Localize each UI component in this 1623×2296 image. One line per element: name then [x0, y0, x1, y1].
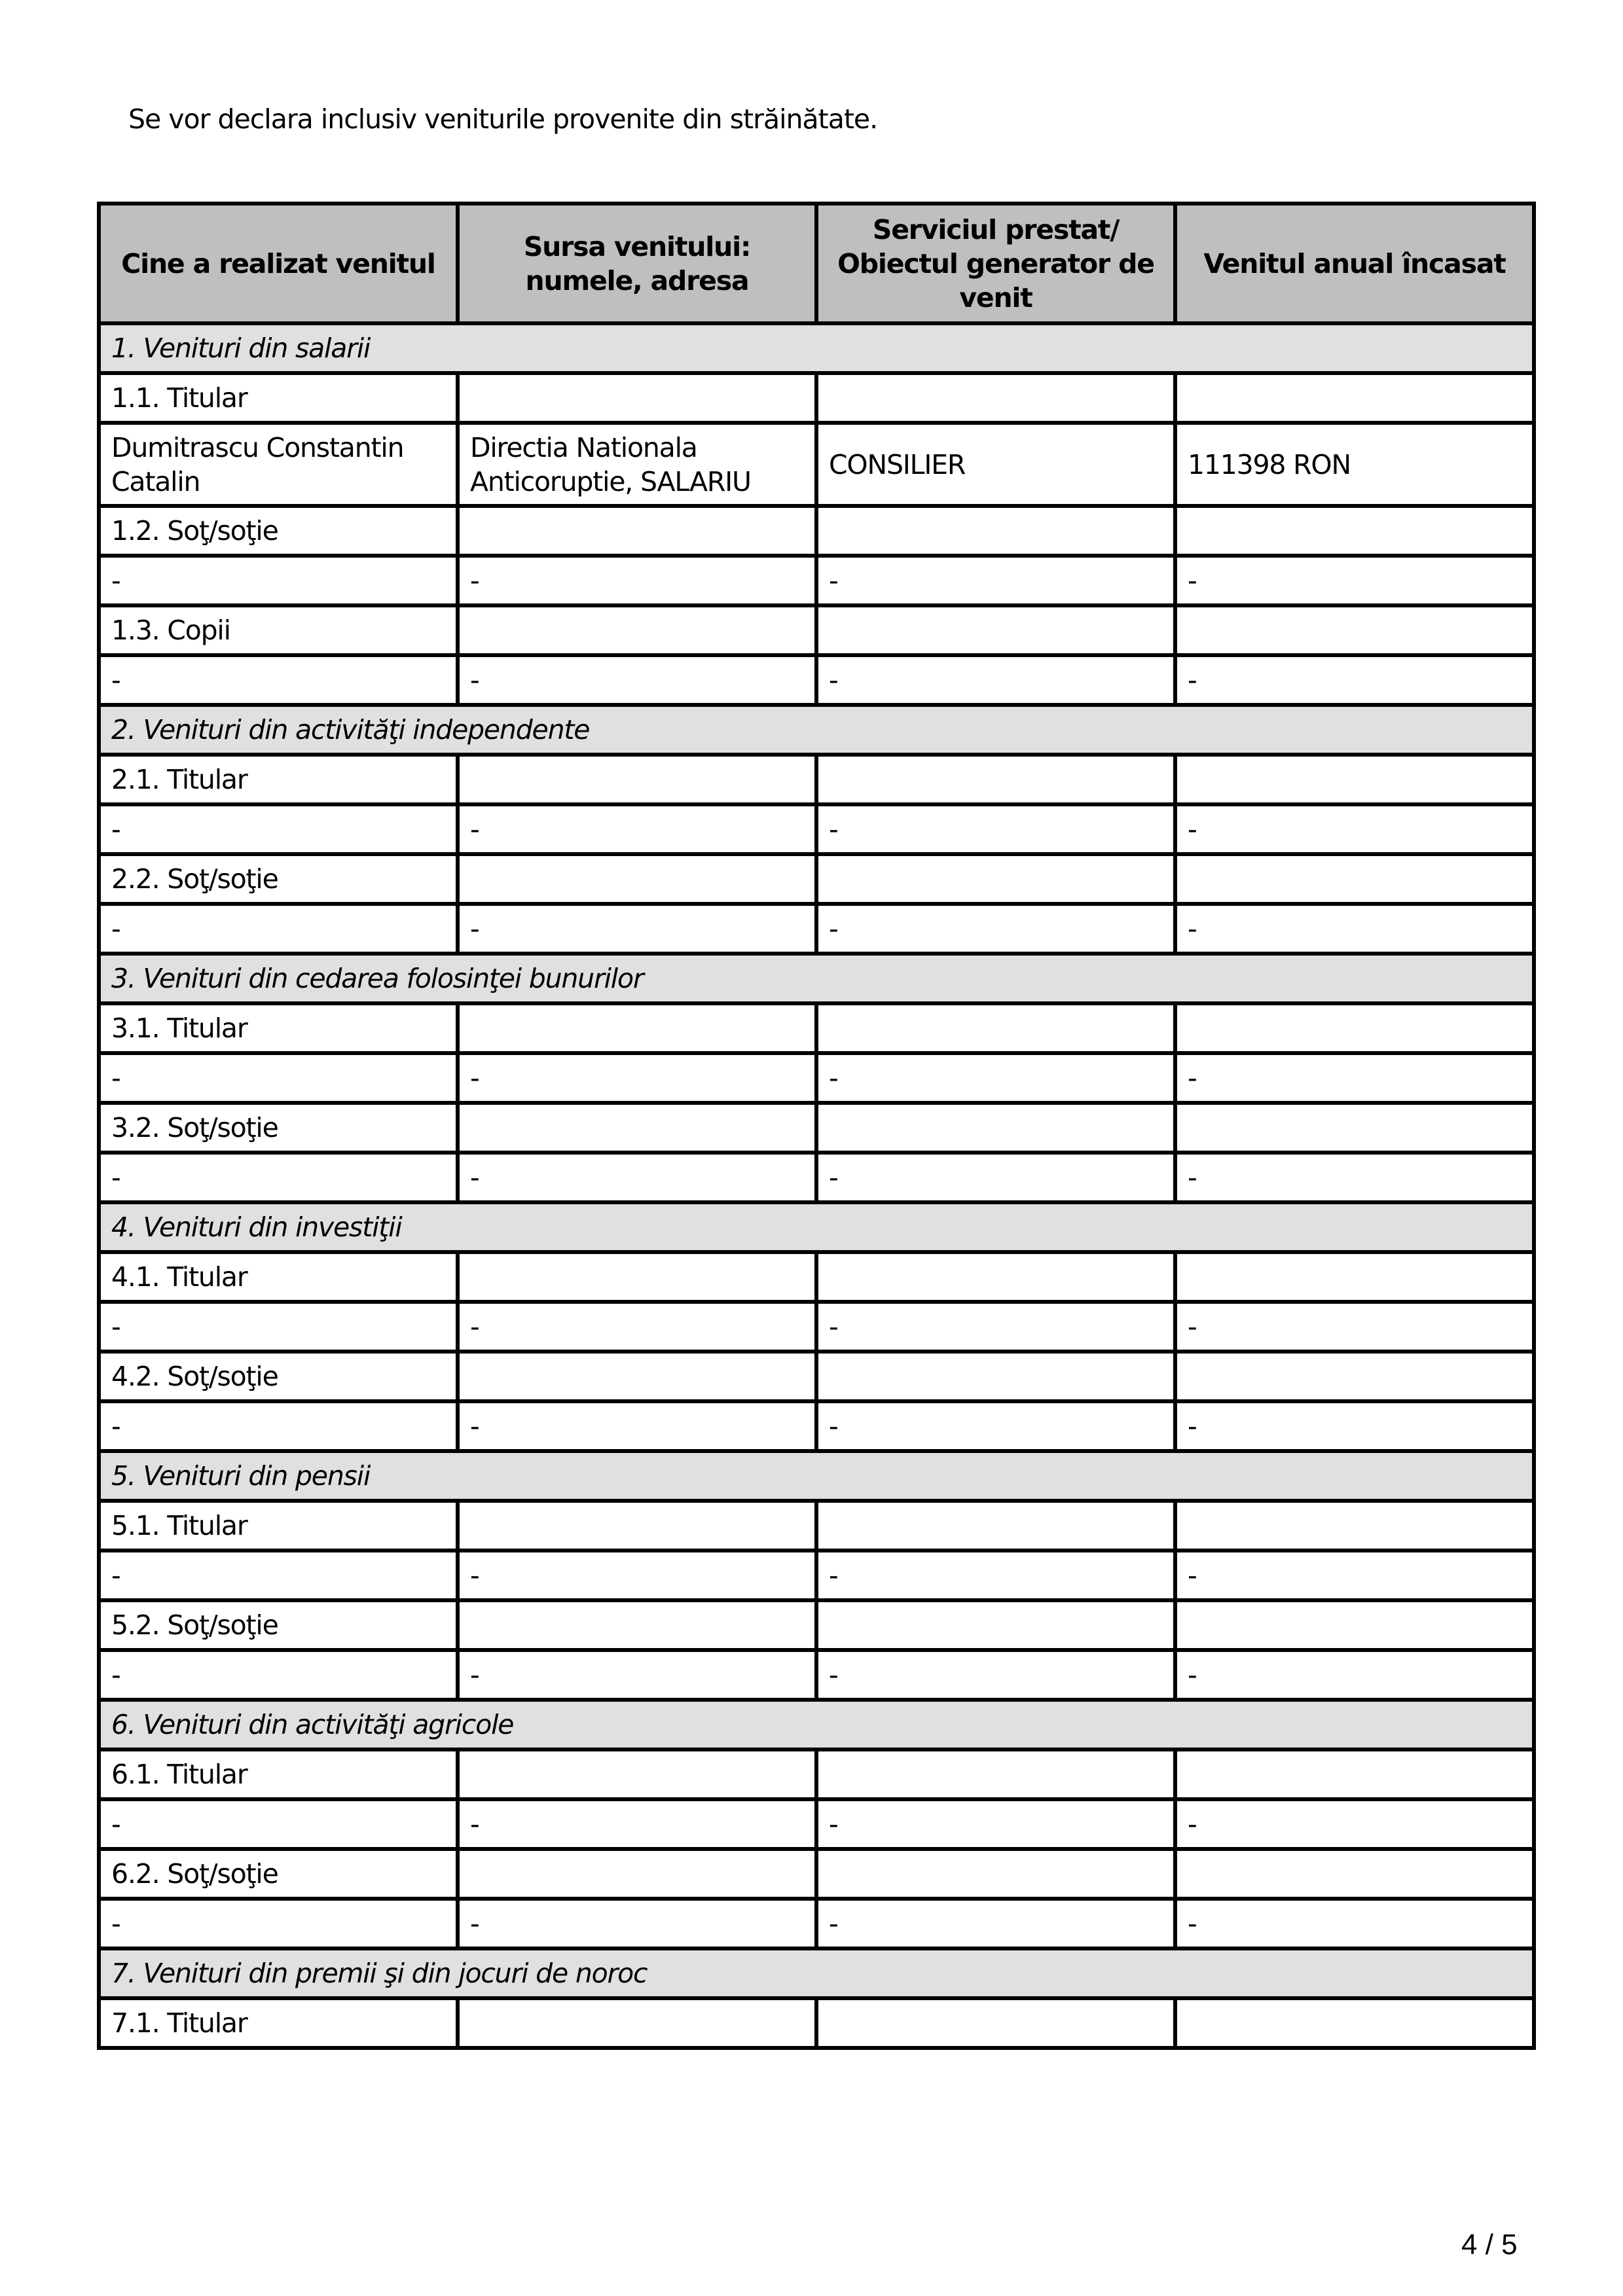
- cell-serviciul: [816, 605, 1175, 655]
- cell-cine: 1.1. Titular: [99, 373, 458, 423]
- cell-sursa: [458, 854, 816, 904]
- cell-venitul: -: [1175, 1302, 1534, 1352]
- table-row: [99, 1849, 1534, 1899]
- cell-serviciul: -: [816, 1053, 1175, 1103]
- cell-sursa: [458, 1003, 816, 1053]
- cell-cine: 2.1. Titular: [99, 755, 458, 804]
- section-row: [99, 323, 1534, 373]
- cell-sursa: [458, 1998, 816, 2048]
- cell-cine: 7.1. Titular: [99, 1998, 458, 2048]
- cell-serviciul: [816, 1600, 1175, 1650]
- cell-sursa: [458, 605, 816, 655]
- section-row: [99, 954, 1534, 1003]
- section-title: 3. Venituri din cedarea folosinţei bunurilor: [99, 954, 1534, 1003]
- cell-cine: 5.2. Soţ/soţie: [99, 1600, 458, 1650]
- cell-serviciul: -: [816, 1899, 1175, 1948]
- cell-sursa: -: [458, 1650, 816, 1700]
- cell-sursa: [458, 755, 816, 804]
- table-row: [99, 506, 1534, 556]
- cell-venitul: [1175, 1252, 1534, 1302]
- cell-cine: -: [99, 1153, 458, 1202]
- cell-sursa: [458, 1352, 816, 1401]
- cell-venitul: -: [1175, 804, 1534, 854]
- header-sursa: Sursa venitului: numele, adresa: [458, 204, 816, 323]
- table-row: [99, 1650, 1534, 1700]
- cell-sursa: [458, 1749, 816, 1799]
- cell-serviciul: -: [816, 804, 1175, 854]
- header-serviciul: Serviciul prestat/ Obiectul generator de venit: [816, 204, 1175, 323]
- cell-sursa: -: [458, 1401, 816, 1451]
- table-row: [99, 1352, 1534, 1401]
- table-row: [99, 1998, 1534, 2048]
- cell-sursa: -: [458, 655, 816, 705]
- cell-serviciul: -: [816, 904, 1175, 954]
- cell-venitul: [1175, 1352, 1534, 1401]
- cell-sursa: -: [458, 904, 816, 954]
- table-row: [99, 1401, 1534, 1451]
- table-row: [99, 1749, 1534, 1799]
- cell-cine: -: [99, 556, 458, 605]
- cell-sursa: -: [458, 1053, 816, 1103]
- cell-cine: 1.3. Copii: [99, 605, 458, 655]
- cell-cine: 2.2. Soţ/soţie: [99, 854, 458, 904]
- cell-cine: -: [99, 1302, 458, 1352]
- section-row: [99, 1948, 1534, 1998]
- table-row: [99, 904, 1534, 954]
- header-cine: Cine a realizat venitul: [99, 204, 458, 323]
- cell-venitul: [1175, 755, 1534, 804]
- cell-serviciul: -: [816, 556, 1175, 605]
- cell-venitul: [1175, 1849, 1534, 1899]
- table-row: [99, 423, 1534, 506]
- section-title: 6. Venituri din activităţi agricole: [99, 1700, 1534, 1749]
- cell-serviciul: [816, 1998, 1175, 2048]
- cell-cine: -: [99, 1799, 458, 1849]
- cell-venitul: [1175, 506, 1534, 556]
- page-number: 4 / 5: [1461, 2229, 1518, 2261]
- cell-serviciul: [816, 1003, 1175, 1053]
- cell-serviciul: -: [816, 655, 1175, 705]
- table-row: [99, 556, 1534, 605]
- cell-venitul: [1175, 1600, 1534, 1650]
- cell-serviciul: [816, 1103, 1175, 1153]
- table-row: [99, 1899, 1534, 1948]
- table-row: [99, 1302, 1534, 1352]
- cell-venitul: [1175, 1003, 1534, 1053]
- cell-serviciul: [816, 854, 1175, 904]
- cell-serviciul: -: [816, 1551, 1175, 1600]
- table-row: [99, 1799, 1534, 1849]
- section-title: 2. Venituri din activităţi independente: [99, 705, 1534, 755]
- intro-note: Se vor declara inclusiv veniturile provenite din străinătate.: [128, 103, 878, 135]
- cell-cine: 4.1. Titular: [99, 1252, 458, 1302]
- cell-sursa: -: [458, 556, 816, 605]
- cell-venitul: -: [1175, 1401, 1534, 1451]
- section-title: 7. Venituri din premii şi din jocuri de noroc: [99, 1948, 1534, 1998]
- cell-venitul: [1175, 373, 1534, 423]
- cell-venitul: 111398 RON: [1175, 423, 1534, 506]
- table-row: [99, 804, 1534, 854]
- cell-sursa: -: [458, 1551, 816, 1600]
- cell-cine: -: [99, 1401, 458, 1451]
- cell-serviciul: -: [816, 1799, 1175, 1849]
- cell-cine: -: [99, 1899, 458, 1948]
- section-title: 5. Venituri din pensii: [99, 1451, 1534, 1501]
- cell-venitul: -: [1175, 1551, 1534, 1600]
- section-row: [99, 1451, 1534, 1501]
- table-row: [99, 1551, 1534, 1600]
- table-row: [99, 1103, 1534, 1153]
- table-header-row: [99, 204, 1534, 323]
- cell-serviciul: -: [816, 1650, 1175, 1700]
- cell-venitul: -: [1175, 1899, 1534, 1948]
- table-body: [99, 323, 1534, 2048]
- cell-venitul: -: [1175, 904, 1534, 954]
- section-row: [99, 705, 1534, 755]
- cell-cine: 3.1. Titular: [99, 1003, 458, 1053]
- cell-cine: 6.1. Titular: [99, 1749, 458, 1799]
- cell-sursa: -: [458, 1153, 816, 1202]
- section-title: 4. Venituri din investiţii: [99, 1202, 1534, 1252]
- cell-sursa: [458, 1103, 816, 1153]
- header-venitul: Venitul anual încasat: [1175, 204, 1534, 323]
- table-row: [99, 1252, 1534, 1302]
- cell-venitul: -: [1175, 1053, 1534, 1103]
- cell-serviciul: [816, 1749, 1175, 1799]
- cell-serviciul: [816, 1252, 1175, 1302]
- cell-cine: 1.2. Soţ/soţie: [99, 506, 458, 556]
- cell-sursa: [458, 373, 816, 423]
- table-row: [99, 1501, 1534, 1551]
- cell-serviciul: -: [816, 1302, 1175, 1352]
- cell-sursa: [458, 1849, 816, 1899]
- table-row: [99, 655, 1534, 705]
- table-row: [99, 755, 1534, 804]
- cell-venitul: -: [1175, 1799, 1534, 1849]
- cell-sursa: -: [458, 1302, 816, 1352]
- cell-venitul: [1175, 1749, 1534, 1799]
- cell-cine: -: [99, 804, 458, 854]
- cell-serviciul: [816, 1352, 1175, 1401]
- cell-sursa: -: [458, 1799, 816, 1849]
- table-row: [99, 1600, 1534, 1650]
- cell-serviciul: [816, 1849, 1175, 1899]
- cell-sursa: Directia Nationala Anticoruptie, SALARIU: [458, 423, 816, 506]
- cell-sursa: [458, 1252, 816, 1302]
- cell-sursa: -: [458, 804, 816, 854]
- cell-venitul: -: [1175, 556, 1534, 605]
- cell-sursa: [458, 1600, 816, 1650]
- cell-venitul: -: [1175, 1650, 1534, 1700]
- cell-cine: -: [99, 1053, 458, 1103]
- cell-cine: -: [99, 655, 458, 705]
- section-row: [99, 1202, 1534, 1252]
- table-row: [99, 1153, 1534, 1202]
- cell-cine: 4.2. Soţ/soţie: [99, 1352, 458, 1401]
- cell-cine: 3.2. Soţ/soţie: [99, 1103, 458, 1153]
- cell-venitul: [1175, 605, 1534, 655]
- cell-venitul: [1175, 1501, 1534, 1551]
- cell-serviciul: [816, 506, 1175, 556]
- cell-cine: -: [99, 904, 458, 954]
- cell-sursa: -: [458, 1899, 816, 1948]
- cell-sursa: [458, 1501, 816, 1551]
- cell-sursa: [458, 506, 816, 556]
- cell-serviciul: -: [816, 1153, 1175, 1202]
- table-row: [99, 1003, 1534, 1053]
- cell-serviciul: [816, 373, 1175, 423]
- cell-cine: 6.2. Soţ/soţie: [99, 1849, 458, 1899]
- income-table: [97, 202, 1536, 2050]
- cell-cine: -: [99, 1551, 458, 1600]
- cell-venitul: -: [1175, 1153, 1534, 1202]
- cell-cine: -: [99, 1650, 458, 1700]
- cell-venitul: -: [1175, 655, 1534, 705]
- cell-cine: Dumitrascu Constantin Catalin: [99, 423, 458, 506]
- cell-venitul: [1175, 854, 1534, 904]
- cell-cine: 5.1. Titular: [99, 1501, 458, 1551]
- section-title: 1. Venituri din salarii: [99, 323, 1534, 373]
- section-row: [99, 1700, 1534, 1749]
- cell-serviciul: -: [816, 1401, 1175, 1451]
- cell-serviciul: CONSILIER: [816, 423, 1175, 506]
- table-row: [99, 1053, 1534, 1103]
- cell-serviciul: [816, 1501, 1175, 1551]
- table-row: [99, 373, 1534, 423]
- cell-serviciul: [816, 755, 1175, 804]
- cell-venitul: [1175, 1998, 1534, 2048]
- table-row: [99, 854, 1534, 904]
- table-row: [99, 605, 1534, 655]
- cell-venitul: [1175, 1103, 1534, 1153]
